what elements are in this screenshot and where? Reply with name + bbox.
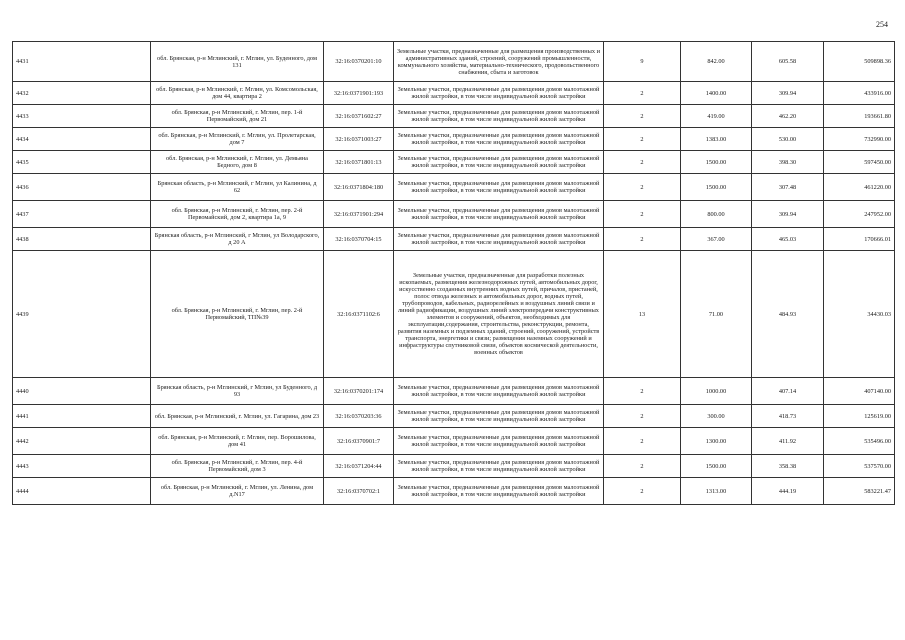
record-number: 4438 (13, 228, 151, 251)
group-number-cell: 2 (604, 105, 681, 128)
specific-value-cell: 444.19 (752, 478, 824, 505)
cadastral-value-cell: 34430.03 (824, 251, 895, 378)
record-number: 4441 (13, 405, 151, 428)
table-row (13, 428, 895, 455)
land-use-cell: Земельные участки, предназначенные для размещения домов малоэтажной жилой застройки, в том числе индивидуальной жилой застройки (394, 478, 604, 505)
address-cell: обл. Брянская, р-н Мглинский, г. Мглин, ул. Комсомольская, дом 44, квартира 2 (151, 82, 324, 105)
group-number-cell: 2 (604, 151, 681, 174)
table-row (13, 455, 895, 478)
cadastral-number-cell: 32:16:0370201:10 (324, 42, 394, 82)
record-number: 4444 (13, 478, 151, 505)
record-number: 4443 (13, 455, 151, 478)
area-cell: 1383.00 (681, 128, 752, 151)
group-number-cell: 2 (604, 174, 681, 201)
area-cell: 1500.00 (681, 174, 752, 201)
record-number: 4440 (13, 378, 151, 405)
area-cell: 1300.00 (681, 428, 752, 455)
group-number-cell: 2 (604, 228, 681, 251)
specific-value-cell: 411.92 (752, 428, 824, 455)
table-row (13, 228, 895, 251)
table-row (13, 128, 895, 151)
group-number-cell: 2 (604, 201, 681, 228)
cadastral-value-cell: 537570.00 (824, 455, 895, 478)
cadastral-number-cell: 32:16:0370201:174 (324, 378, 394, 405)
address-cell: обл. Брянская, р-н Мглинский, г. Мглин, пер. 2-й Первомайский, дом 2, квартира 1а, 9 (151, 201, 324, 228)
area-cell: 1400.00 (681, 82, 752, 105)
address-cell: обл. Брянская, р-н Мглинский, г. Мглин, пер. 1-й Первомайский, дом 21 (151, 105, 324, 128)
address-cell: обл. Брянская, р-н Мглинский, г. Мглин, пер. 2-й Первомайский, ТП№39 (151, 251, 324, 378)
cadastral-number-cell: 32:16:0371602:27 (324, 105, 394, 128)
group-number-cell: 13 (604, 251, 681, 378)
table-row (13, 405, 895, 428)
cadastral-number-cell: 32:16:0371801:13 (324, 151, 394, 174)
address-cell: обл. Брянская, р-н Мглинский, г. Мглин, пер. 4-й Первомайский, дом 3 (151, 455, 324, 478)
group-number-cell: 9 (604, 42, 681, 82)
record-number: 4435 (13, 151, 151, 174)
cadastral-number-cell: 32:16:0371901:294 (324, 201, 394, 228)
address-cell: обл. Брянская, р-н Мглинский, г. Мглин, пер. Ворошилова, дом 41 (151, 428, 324, 455)
record-number: 4437 (13, 201, 151, 228)
area-cell: 800.00 (681, 201, 752, 228)
cadastral-value-cell: 509898.36 (824, 42, 895, 82)
specific-value-cell: 307.48 (752, 174, 824, 201)
area-cell: 367.00 (681, 228, 752, 251)
cadastral-number-cell: 32:16:0371102:6 (324, 251, 394, 378)
record-number: 4434 (13, 128, 151, 151)
specific-value-cell: 484.93 (752, 251, 824, 378)
specific-value-cell: 605.58 (752, 42, 824, 82)
land-use-cell: Земельные участки, предназначенные для размещения производственных и административных зданий, строений, сооружений промышленности, коммунального хозяйства, материально-технического, продовольственного снабжения, сбыта и заготовок (394, 42, 604, 82)
table-row (13, 478, 895, 505)
address-cell: Брянская область, р-н Мглинский, г Мглин, ул Володарского, д 20 А (151, 228, 324, 251)
cadastral-value-cell: 247952.00 (824, 201, 895, 228)
address-cell: обл. Брянская, р-н Мглинский, г. Мглин, ул. Буденного, дом 131 (151, 42, 324, 82)
cadastral-value-cell: 732990.00 (824, 128, 895, 151)
area-cell: 71.00 (681, 251, 752, 378)
group-number-cell: 2 (604, 405, 681, 428)
land-use-cell: Земельные участки, предназначенные для разработки полезных ископаемых, размещения железнодорожных путей, автомобильных дорог, искусственно созданных внутренних водных путей, причалов, пристаней, полос отвода железных и автомобильных дорог, водных путей, трубопроводов, кабельных, радиорелейных и воздушных линий связи и линий радиофикации, воздушных линий электропередачи конструктивных элементов и сооружений, объектов, необходимых для эксплуатации,содержания, строительства, реконструкции, ремонта, развития наземных и подземных зданий, строений, сооружений, устройств транспорта, энергетики и связи; размещения наземных сооружений и инфраструктуры спутниковой связи, объектов космической деятельности, военных объектов (394, 251, 604, 378)
record-number: 4442 (13, 428, 151, 455)
cadastral-value-cell: 407140.00 (824, 378, 895, 405)
cadastral-number-cell: 32:16:0371901:193 (324, 82, 394, 105)
table-row (13, 251, 895, 378)
table-row (13, 42, 895, 82)
land-use-cell: Земельные участки, предназначенные для размещения домов малоэтажной жилой застройки, в том числе индивидуальной жилой застройки (394, 82, 604, 105)
address-cell: обл. Брянская, р-н Мглинский, г. Мглин, ул. Демьяна Бедного, дом 8 (151, 151, 324, 174)
group-number-cell: 2 (604, 478, 681, 505)
land-use-cell: Земельные участки, предназначенные для размещения домов малоэтажной жилой застройки, в том числе индивидуальной жилой застройки (394, 405, 604, 428)
cadastral-value-cell: 535496.00 (824, 428, 895, 455)
group-number-cell: 2 (604, 128, 681, 151)
record-number: 4436 (13, 174, 151, 201)
land-use-cell: Земельные участки, предназначенные для размещения домов малоэтажной жилой застройки, в том числе индивидуальной жилой застройки (394, 228, 604, 251)
group-number-cell: 2 (604, 82, 681, 105)
cadastral-number-cell: 32:16:0370702:1 (324, 478, 394, 505)
area-cell: 1000.00 (681, 378, 752, 405)
table-body (13, 42, 895, 505)
table-row (13, 201, 895, 228)
table-row (13, 151, 895, 174)
specific-value-cell: 530.00 (752, 128, 824, 151)
cadastral-number-cell: 32:16:0371804:180 (324, 174, 394, 201)
cadastral-number-cell: 32:16:0370901:7 (324, 428, 394, 455)
cadastral-value-cell: 170666.01 (824, 228, 895, 251)
record-number: 4433 (13, 105, 151, 128)
address-cell: обл. Брянская, р-н Мглинский, г. Мглин, ул. Гагарина, дом 23 (151, 405, 324, 428)
record-number: 4432 (13, 82, 151, 105)
page-number: 254 (876, 20, 888, 29)
record-number: 4439 (13, 251, 151, 378)
cadastral-value-cell: 583221.47 (824, 478, 895, 505)
group-number-cell: 2 (604, 428, 681, 455)
specific-value-cell: 309.94 (752, 82, 824, 105)
address-cell: обл. Брянская, р-н Мглинский, г. Мглин, ул. Пролетарская, дом 7 (151, 128, 324, 151)
cadastral-value-cell: 193661.80 (824, 105, 895, 128)
cadastral-number-cell: 32:16:0370203:36 (324, 405, 394, 428)
table-row (13, 378, 895, 405)
land-use-cell: Земельные участки, предназначенные для размещения домов малоэтажной жилой застройки, в том числе индивидуальной жилой застройки (394, 428, 604, 455)
area-cell: 1313.00 (681, 478, 752, 505)
table-row (13, 105, 895, 128)
cadastral-value-cell: 433916.00 (824, 82, 895, 105)
address-cell: Брянская область, р-н Мглинский, г Мглин, ул Калинина, д 62 (151, 174, 324, 201)
table-row (13, 174, 895, 201)
specific-value-cell: 358.38 (752, 455, 824, 478)
group-number-cell: 2 (604, 378, 681, 405)
specific-value-cell: 398.30 (752, 151, 824, 174)
cadastral-number-cell: 32:16:0371204:44 (324, 455, 394, 478)
cadastral-value-table (12, 41, 895, 505)
area-cell: 419.00 (681, 105, 752, 128)
land-use-cell: Земельные участки, предназначенные для размещения домов малоэтажной жилой застройки, в том числе индивидуальной жилой застройки (394, 128, 604, 151)
land-use-cell: Земельные участки, предназначенные для размещения домов малоэтажной жилой застройки, в том числе индивидуальной жилой застройки (394, 174, 604, 201)
table-row (13, 82, 895, 105)
specific-value-cell: 407.14 (752, 378, 824, 405)
area-cell: 842.00 (681, 42, 752, 82)
cadastral-value-cell: 125619.00 (824, 405, 895, 428)
cadastral-number-cell: 32:16:0371003:27 (324, 128, 394, 151)
land-use-cell: Земельные участки, предназначенные для размещения домов малоэтажной жилой застройки, в том числе индивидуальной жилой застройки (394, 105, 604, 128)
address-cell: Брянская область, р-н Мглинский, г Мглин, ул Буденного, д 93 (151, 378, 324, 405)
specific-value-cell: 462.20 (752, 105, 824, 128)
record-number: 4431 (13, 42, 151, 82)
specific-value-cell: 309.94 (752, 201, 824, 228)
land-use-cell: Земельные участки, предназначенные для размещения домов малоэтажной жилой застройки, в том числе индивидуальной жилой застройки (394, 378, 604, 405)
area-cell: 300.00 (681, 405, 752, 428)
land-use-cell: Земельные участки, предназначенные для размещения домов малоэтажной жилой застройки, в том числе индивидуальной жилой застройки (394, 201, 604, 228)
area-cell: 1500.00 (681, 151, 752, 174)
group-number-cell: 2 (604, 455, 681, 478)
land-use-cell: Земельные участки, предназначенные для размещения домов малоэтажной жилой застройки, в том числе индивидуальной жилой застройки (394, 455, 604, 478)
land-use-cell: Земельные участки, предназначенные для размещения домов малоэтажной жилой застройки, в том числе индивидуальной жилой застройки (394, 151, 604, 174)
area-cell: 1500.00 (681, 455, 752, 478)
cadastral-value-cell: 461220.00 (824, 174, 895, 201)
specific-value-cell: 465.03 (752, 228, 824, 251)
cadastral-number-cell: 32:16:0370704:15 (324, 228, 394, 251)
specific-value-cell: 418.73 (752, 405, 824, 428)
address-cell: обл. Брянская, р-н Мглинский, г. Мглин, ул. Ленина, дом д.N17 (151, 478, 324, 505)
cadastral-value-cell: 597450.00 (824, 151, 895, 174)
